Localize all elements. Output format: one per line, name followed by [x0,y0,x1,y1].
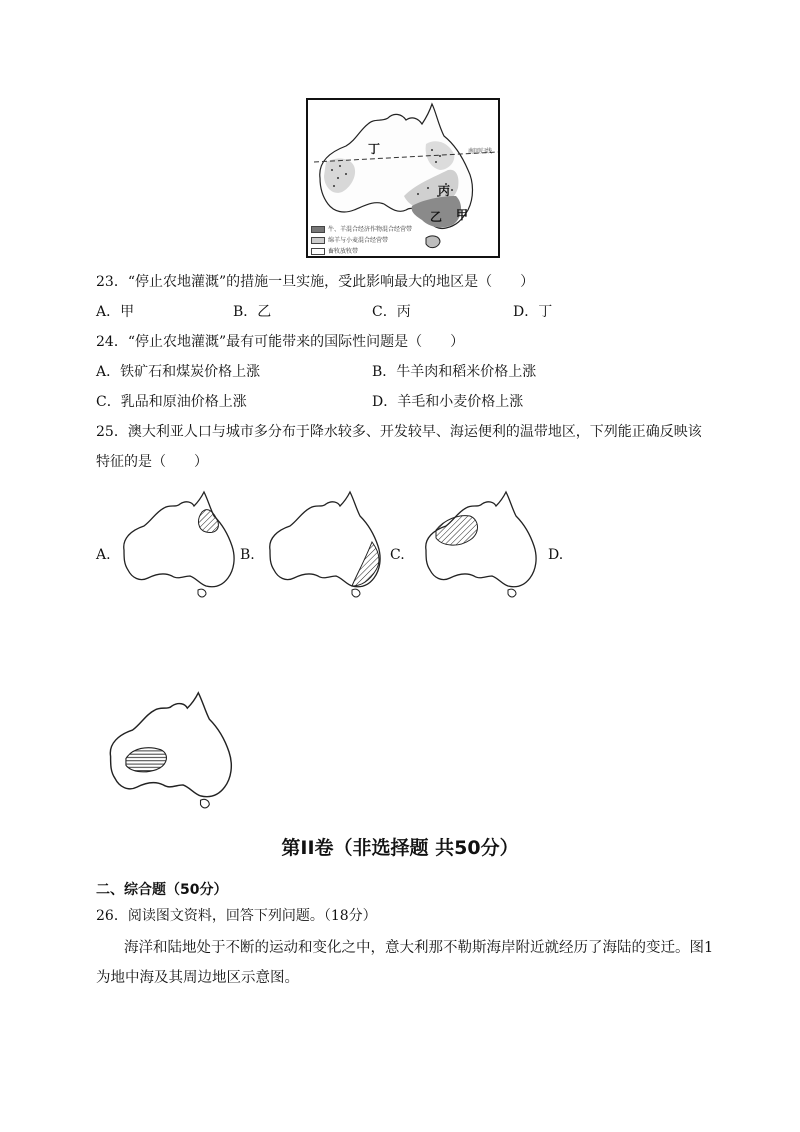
q26-text-line1: 海洋和陆地处于不断的运动和变化之中，意大利那不勒斯海岸附近就经历了海陆的变迁。图1 [124,940,714,956]
q25-option-a-label[interactable]: A. [96,547,111,563]
section-heading: 二、综合题（50分） [96,882,228,898]
q23-option-d[interactable]: D．丁 [513,304,553,320]
region-label-bing: 丙 [438,184,451,198]
q25-option-b-map[interactable] [264,490,388,602]
legend-item-mixed: 牛、羊混合经济作物混合经营带 [311,224,412,233]
q25-option-b-label[interactable]: B. [240,547,255,563]
q25-stem-line2: 特征的是（ ） [96,454,208,470]
q23-option-c[interactable]: C．丙 [372,304,411,320]
q24-stem: 24．“停止农地灌溉”最有可能带来的国际性问题是（ ） [96,334,465,350]
q26-text-line2: 为地中海及其周边地区示意图。 [96,970,299,986]
q25-option-c-label[interactable]: C. [390,547,405,563]
q24-option-d[interactable]: D．羊毛和小麦价格上涨 [372,394,524,410]
q23-stem: 23．“停止农地灌溉”的措施一旦实施，受此影响最大的地区是（ ） [96,274,535,290]
q23-option-a[interactable]: A．甲 [96,304,135,320]
region-label-jia: 甲 [456,208,469,222]
q25-stem-line1: 25．澳大利亚人口与城市多分布于降水较多、开发较早、海运便利的温带地区，下列能正确反映该 [96,424,702,440]
australia-agriculture-map [306,98,500,258]
region-label-ding: 丁 [368,142,381,156]
tropic-label: 南回归线 [468,148,493,155]
q25-option-d-map[interactable] [104,690,240,814]
q25-option-a-map[interactable] [118,490,240,602]
map-legend [311,224,412,255]
q23-option-b[interactable]: B．乙 [233,304,272,320]
region-label-yi: 乙 [430,210,443,224]
q24-option-c[interactable]: C．乳品和原油价格上涨 [96,394,247,410]
q25-option-d-label[interactable]: D. [548,547,564,563]
legend-item-wool-wheat: 绵羊与小麦混合经营带 [311,235,412,244]
q24-option-a[interactable]: A．铁矿石和煤炭价格上涨 [96,364,261,380]
part-two-title: 第II卷（非选择题 共50分） [281,837,519,859]
q24-option-b[interactable]: B．牛羊肉和稻米价格上涨 [372,364,537,380]
legend-item-grazing: 畜牧放牧带 [311,246,412,255]
q25-option-c-map[interactable] [420,490,544,602]
q26-stem: 26．阅读图文资料，回答下列问题。（18分） [96,908,377,924]
